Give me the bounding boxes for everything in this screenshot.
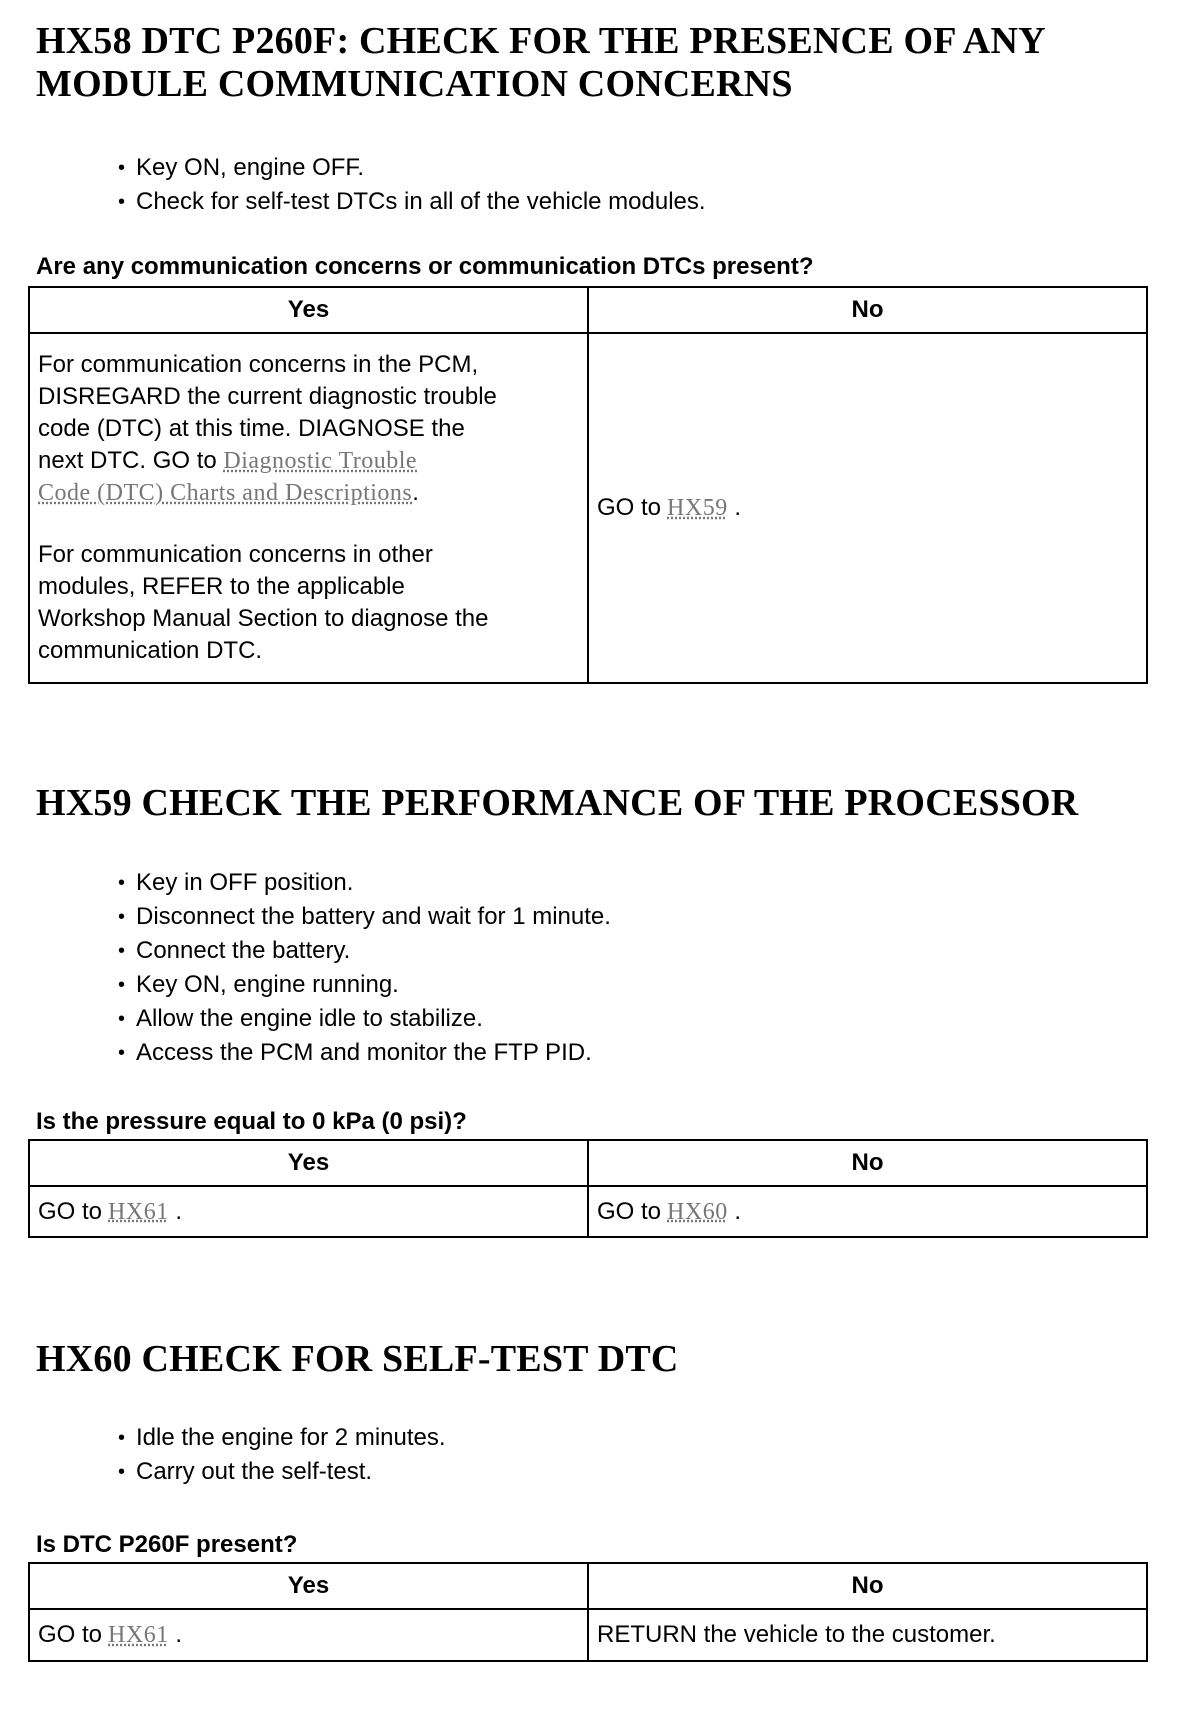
hx59-yes-cell [29,1186,588,1237]
hx60-yes-cell [29,1609,588,1661]
paragraph-gap [38,509,579,539]
text-line: DISREGARD the current diagnostic trouble [38,383,497,410]
step-item: • Check for self-test DTCs in all of the vehicle modules. [118,185,706,219]
hx59-no-cell [588,1186,1147,1237]
step-item: • Access the PCM and monitor the FTP PID. [118,1036,611,1070]
hx60-link[interactable]: HX60 [667,1198,728,1225]
text-line: modules, REFER to the applicable [38,573,405,600]
go-to-text: GO to [38,1621,103,1648]
hx59-answer-table [28,1139,1148,1238]
go-to-text: GO to [597,494,662,521]
text-line: For communication concerns in the PCM, [38,351,479,378]
text-line: next DTC. GO to [38,447,217,474]
step-item: • Key ON, engine OFF. [118,151,706,185]
hx61-link[interactable]: HX61 [108,1198,169,1225]
step-item: • Connect the battery. [118,934,611,968]
link-line: Code (DTC) Charts and Descriptions [38,480,413,506]
column-header-no: No [588,287,1147,333]
hx58-heading-line2: MODULE COMMUNICATION CONCERNS [36,63,793,105]
step-item: • Carry out the self-test. [118,1455,446,1489]
column-header-yes: Yes [29,1140,588,1186]
column-header-yes: Yes [29,1563,588,1609]
hx58-steps [118,151,706,219]
hx58-heading-line1: HX58 DTC P260F: CHECK FOR THE PRESENCE OF ANY [36,20,1046,62]
hx59-heading: HX59 CHECK THE PERFORMANCE OF THE PROCESSOR [36,782,1079,824]
hx58-heading [36,20,1046,106]
punctuation: . [734,494,742,521]
step-item: • Key in OFF position. [118,866,611,900]
step-item: • Disconnect the battery and wait for 1 minute. [118,900,611,934]
yes-paragraph-other-modules [38,539,579,667]
go-to-text: GO to [597,1197,662,1225]
hx60-no-cell: RETURN the vehicle to the customer. [588,1609,1147,1661]
link-line: Diagnostic Trouble [223,448,418,474]
column-header-no: No [588,1140,1147,1186]
hx60-steps [118,1421,446,1489]
column-header-yes: Yes [29,287,588,333]
hx58-answer-table [28,286,1148,684]
text-line: Workshop Manual Section to diagnose the [38,605,489,632]
step-item: • Key ON, engine running. [118,968,611,1002]
punctuation: . [412,479,419,506]
hx61-link[interactable]: HX61 [108,1622,169,1648]
go-to-text: GO to [38,1197,103,1225]
punctuation: . [175,1621,183,1648]
punctuation: . [734,1197,742,1225]
hx58-no-cell [588,333,1147,683]
hx59-steps [118,866,611,1070]
step-item: • Idle the engine for 2 minutes. [118,1421,446,1455]
hx60-answer-table [28,1562,1148,1662]
text-line: code (DTC) at this time. DIAGNOSE the [38,415,465,442]
column-header-no: No [588,1563,1147,1609]
hx58-question: Are any communication concerns or communication DTCs present? [36,253,814,280]
hx60-heading: HX60 CHECK FOR SELF-TEST DTC [36,1338,679,1380]
step-item: • Allow the engine idle to stabilize. [118,1002,611,1036]
punctuation: . [175,1197,183,1225]
hx59-link[interactable]: HX59 [667,495,728,521]
hx60-question: Is DTC P260F present? [36,1531,298,1558]
hx58-yes-cell [29,333,588,683]
text-line: For communication concerns in other [38,541,433,568]
yes-paragraph-pcm [38,349,579,509]
text-line: communication DTC. [38,637,263,664]
hx59-question: Is the pressure equal to 0 kPa (0 psi)? [36,1108,467,1135]
